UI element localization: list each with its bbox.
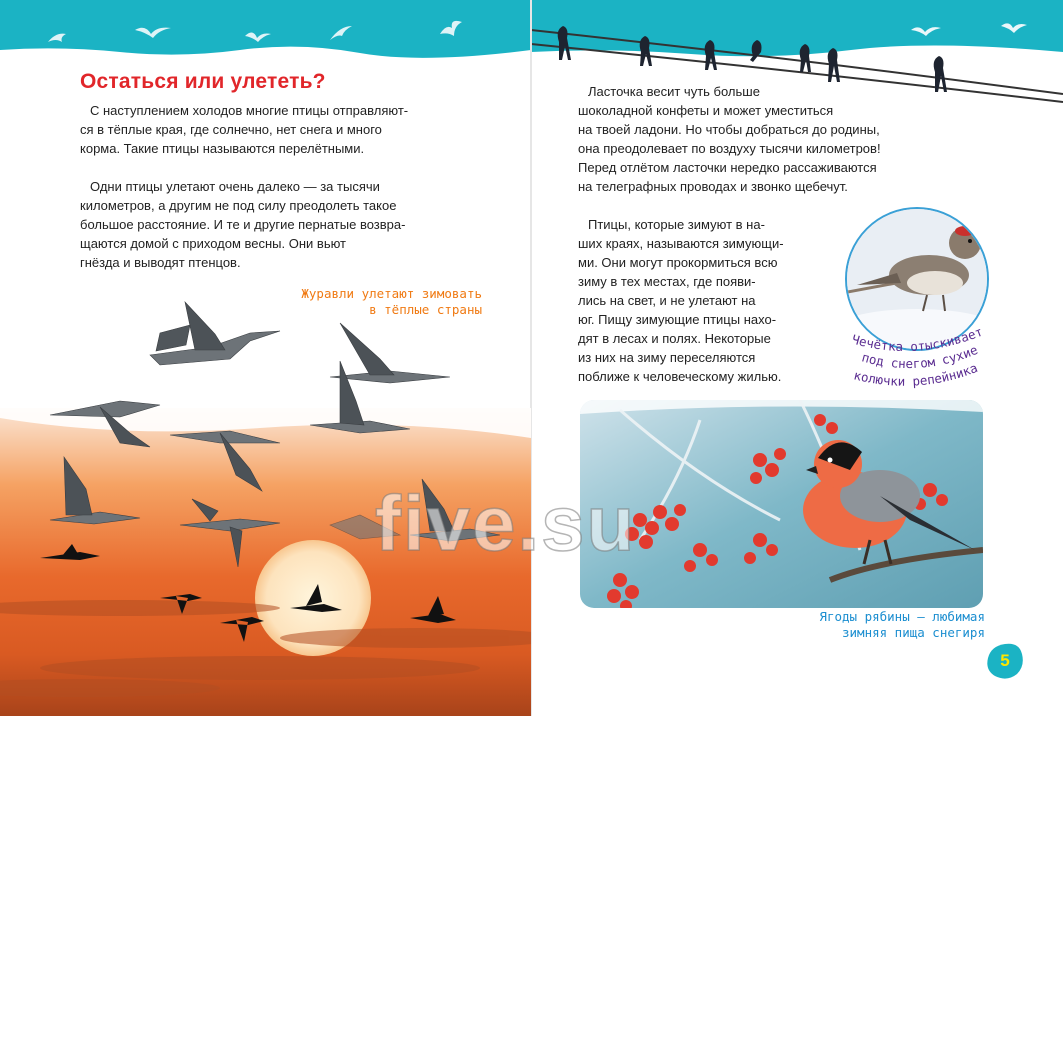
text-line: С наступлением холодов многие птицы отправляют- [90,103,409,118]
text-line: шоколадной конфеты и может уместиться [578,103,834,118]
page-number: 5 [1000,651,1010,670]
text-line: щаются домой с приходом весны. Они вьют [80,236,347,251]
page-number-badge [985,642,1025,680]
distance-paragraph [80,177,480,272]
text-line: корма. Такие птицы называются перелётными. [80,141,365,156]
gulls-icon [0,0,531,58]
swallow-paragraph [578,82,978,196]
caption-line: Журавли улетают зимовать [301,286,482,301]
caption-line: в тёплые страны [369,302,482,317]
text-line: Перед отлётом ласточки нередко рассаживаются [578,160,877,175]
redpoll-caption [843,325,993,395]
text-line: из них на зиму переселяются [578,350,756,365]
text-line: Одни птицы улетают очень далеко — за тысячи [90,179,380,194]
text-line: поближе к человеческому жилью. [578,369,782,384]
wintering-birds-paragraph [578,215,833,386]
caption-line: Ягоды рябины — любимая [819,609,985,624]
caption-line: колючки репейника [852,359,980,389]
intro-paragraph [80,101,480,158]
text-line: на телеграфных проводах и звонко щебечут. [578,179,848,194]
text-line: зиму в тех местах, где появи- [578,274,756,289]
text-line: юг. Пищу зимующие птицы нахо- [578,312,777,327]
text-line: Птицы, которые зимуют в на- [588,217,765,232]
text-line: Ласточка весит чуть больше [588,84,760,99]
text-line: километров, а другим не под силу преодолеть такое [80,198,397,213]
text-line: на твоей ладони. Но чтобы добраться до родины, [578,122,880,137]
caption-line: зимняя пища снегиря [842,625,985,640]
text-line: она преодолевает по воздуху тысячи километров! [578,141,881,156]
bullfinch-caption [740,609,985,641]
text-line: ся в тёплые края, где солнечно, нет снега и много [80,122,382,137]
page-title: Остаться или улететь? [80,70,326,93]
cranes-caption [232,286,482,318]
caption-line: Чечётка отыскивает [850,325,985,355]
text-line: гнёзда и выводят птенцов. [80,255,241,270]
bullfinch-rowan-photo [580,400,983,608]
text-line: дят в лесах и полях. Некоторые [578,331,771,346]
header-band-left [0,0,531,58]
text-line: лись на свет, и не улетают на [578,293,756,308]
watermark: five.su [375,479,637,567]
caption-line: под снегом сухие [860,341,980,372]
text-line: большое расстояние. И те и другие пернатые возвра- [80,217,406,232]
text-line: ми. Они могут прокормиться всю [578,255,778,270]
text-line: ших краях, называются зимующи- [578,236,784,251]
